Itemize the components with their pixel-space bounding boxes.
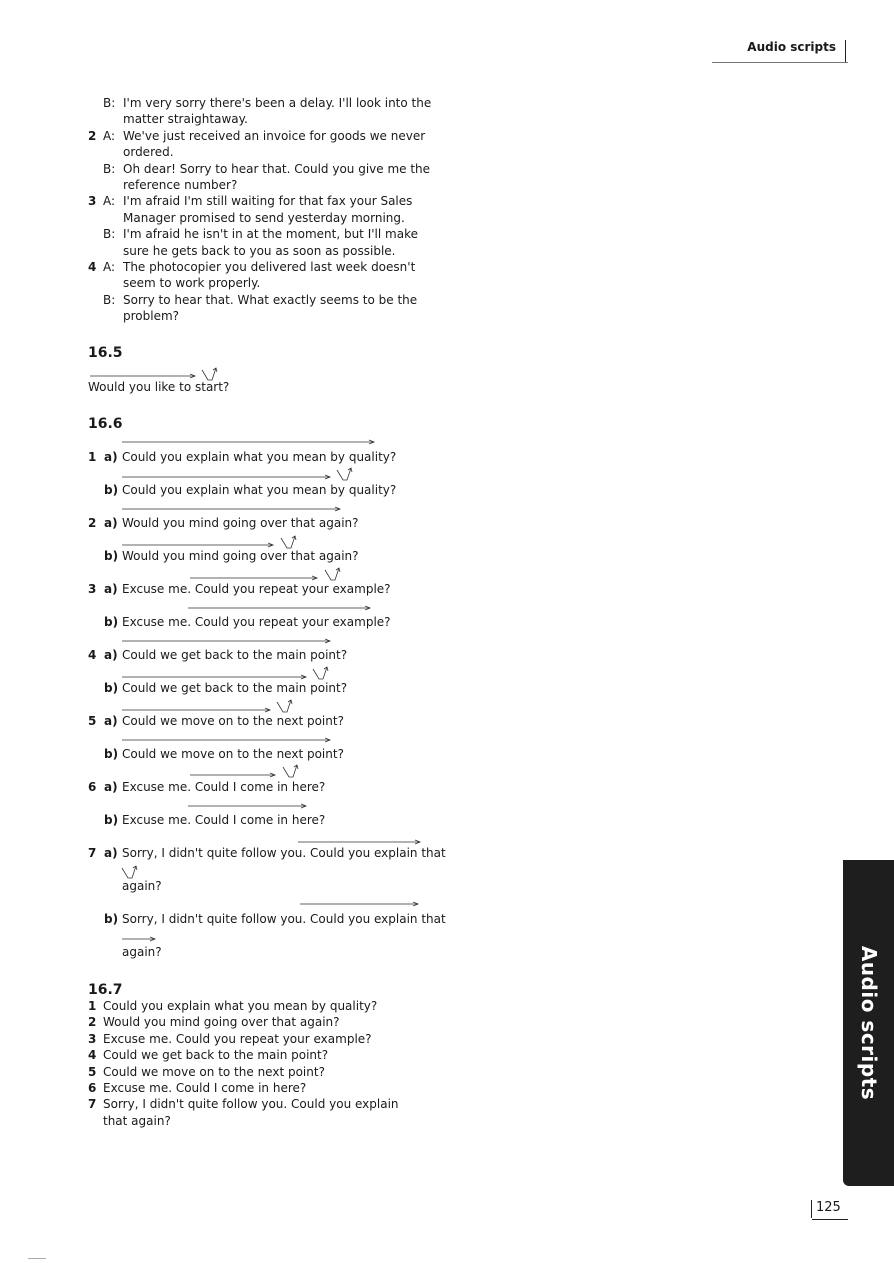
list-text: Excuse me. Could you repeat your example? <box>103 1031 372 1046</box>
item-sentence: Sorry, I didn't quite follow you. Could you explain that <box>122 846 446 860</box>
item-sentence: Could you explain what you mean by quality? <box>122 483 397 497</box>
intonation-arrow <box>122 675 306 679</box>
item-letter: b) <box>104 747 119 761</box>
item-letter: a) <box>104 780 118 794</box>
section-heading-16-5: 16.5 <box>88 345 123 361</box>
dialogue-text: We've just received an invoice for goods we never ordered. <box>123 128 426 160</box>
dialogue-number: 4 <box>88 260 97 275</box>
dialogue-text: Oh dear! Sorry to hear that. Could you give me the reference number? <box>123 161 431 193</box>
list-number: 5 <box>88 1064 97 1079</box>
item-sentence: Excuse me. Could I come in here? <box>122 780 326 794</box>
page-number-rule <box>812 1219 848 1220</box>
fall-rise-mark <box>313 667 328 679</box>
list-item <box>88 1014 428 1030</box>
item-letter: a) <box>104 846 118 860</box>
dialogue-speaker: A: <box>103 260 116 275</box>
header-title: Audio scripts <box>747 40 836 54</box>
item-letter: a) <box>104 648 118 662</box>
item-sentence: Would you mind going over that again? <box>122 516 359 530</box>
item-sentence-continued: again? <box>122 879 162 893</box>
fall-rise-mark <box>325 568 340 580</box>
list-text: Could you explain what you mean by quality? <box>103 999 378 1013</box>
answer-list <box>88 998 428 1129</box>
intonation-arrow <box>122 708 270 712</box>
item-letter: a) <box>104 516 118 530</box>
dialogue-text: I'm afraid I'm still waiting for that fax your Sales Manager promised to send yesterday morning. <box>123 194 413 225</box>
item-letter: b) <box>104 912 119 926</box>
item-number: 7 <box>88 846 97 860</box>
list-item <box>88 1096 428 1129</box>
list-number: 1 <box>88 999 97 1013</box>
corner-mark <box>28 1258 46 1259</box>
dialogue-speaker: A: <box>103 128 116 143</box>
dialogue-speaker: B: <box>103 227 116 242</box>
item-number: 4 <box>88 648 97 662</box>
section-heading-16-6: 16.6 <box>88 416 123 432</box>
item-letter: b) <box>104 681 119 695</box>
dialogue-speaker: B: <box>103 96 116 110</box>
item-sentence: Excuse me. Could I come in here? <box>122 813 326 827</box>
sentence-16-5: Would you like to start? <box>88 380 230 394</box>
list-number: 3 <box>88 1031 97 1046</box>
fall-rise-mark <box>337 468 352 480</box>
dialogue-text: I'm afraid he isn't in at the moment, but I'll make sure he gets back to you as soon as possible. <box>123 227 418 258</box>
intonation-arrow <box>300 902 418 906</box>
fall-rise-mark <box>202 368 217 380</box>
side-tab-label: Audio scripts <box>856 945 881 1101</box>
item-sentence: Could you explain what you mean by quality? <box>122 450 397 464</box>
item-sentence: Sorry, I didn't quite follow you. Could you explain that <box>122 912 446 926</box>
dialogue-speaker: B: <box>103 292 116 307</box>
dialogue-speaker: B: <box>103 161 116 176</box>
list-text: Sorry, I didn't quite follow you. Could you explain that again? <box>103 1097 399 1128</box>
fall-rise-mark <box>122 866 137 878</box>
item-sentence: Could we get back to the main point? <box>122 648 348 662</box>
intonation-arrow <box>122 937 155 941</box>
list-number: 6 <box>88 1081 97 1096</box>
item-number: 5 <box>88 714 97 728</box>
item-letter: b) <box>104 813 119 827</box>
item-sentence-continued: again? <box>122 945 162 959</box>
list-text: Could we move on to the next point? <box>103 1064 325 1079</box>
item-letter: b) <box>104 549 119 563</box>
list-item <box>88 1080 428 1096</box>
item-sentence: Could we move on to the next point? <box>122 747 344 761</box>
item-sentence: Excuse me. Could you repeat your example? <box>122 615 391 629</box>
item-letter: b) <box>104 483 119 497</box>
list-text: Would you mind going over that again? <box>103 1015 340 1030</box>
fall-rise-mark <box>277 700 292 712</box>
intonation-arrow <box>122 738 330 742</box>
intonation-arrow <box>122 475 330 479</box>
dialogue-text: Sorry to hear that. What exactly seems to be the problem? <box>123 292 418 324</box>
intonation-arrow <box>90 374 195 378</box>
item-letter: a) <box>104 714 118 728</box>
list-text: Could we get back to the main point? <box>103 1048 329 1063</box>
item-sentence: Would you mind going over that again? <box>122 549 359 563</box>
intonation-arrow <box>122 543 273 547</box>
intonation-arrow <box>298 840 420 844</box>
list-item <box>88 1064 428 1080</box>
item-number: 6 <box>88 780 97 794</box>
item-sentence: Could we move on to the next point? <box>122 714 344 728</box>
item-number: 3 <box>88 582 97 596</box>
fall-rise-mark <box>281 536 296 548</box>
list-text: Excuse me. Could I come in here? <box>103 1081 307 1096</box>
item-letter: b) <box>104 615 119 629</box>
item-number: 1 <box>88 450 97 464</box>
item-number: 2 <box>88 516 97 530</box>
intonation-arrow <box>122 639 330 643</box>
intonation-arrow <box>122 440 374 444</box>
side-tab <box>843 860 894 1186</box>
dialogue-text: I'm very sorry there's been a delay. I'll look into the matter straightaway. <box>123 96 432 127</box>
list-number: 2 <box>88 1015 97 1030</box>
dialogue-number: 2 <box>88 128 97 143</box>
page-number: 125 <box>811 1200 841 1218</box>
dialogue-number: 3 <box>88 194 97 209</box>
dialogue-speaker: A: <box>103 194 116 209</box>
list-item <box>88 1047 428 1063</box>
list-item <box>88 998 428 1014</box>
dialogue-text: The photocopier you delivered last week doesn't seem to work properly. <box>123 260 416 291</box>
intonation-arrow <box>190 773 275 777</box>
intonation-arrow <box>122 507 340 511</box>
list-item <box>88 1031 428 1047</box>
item-sentence: Excuse me. Could you repeat your example? <box>122 582 391 596</box>
fall-rise-mark <box>283 765 298 777</box>
item-letter: a) <box>104 582 118 596</box>
item-letter: a) <box>104 450 118 464</box>
section-heading-16-7: 16.7 <box>88 982 123 998</box>
intonation-arrow <box>188 606 370 610</box>
intonation-arrow <box>188 804 306 808</box>
item-sentence: Could we get back to the main point? <box>122 681 348 695</box>
list-number: 7 <box>88 1097 97 1112</box>
intonation-arrow <box>190 576 317 580</box>
list-number: 4 <box>88 1048 97 1063</box>
